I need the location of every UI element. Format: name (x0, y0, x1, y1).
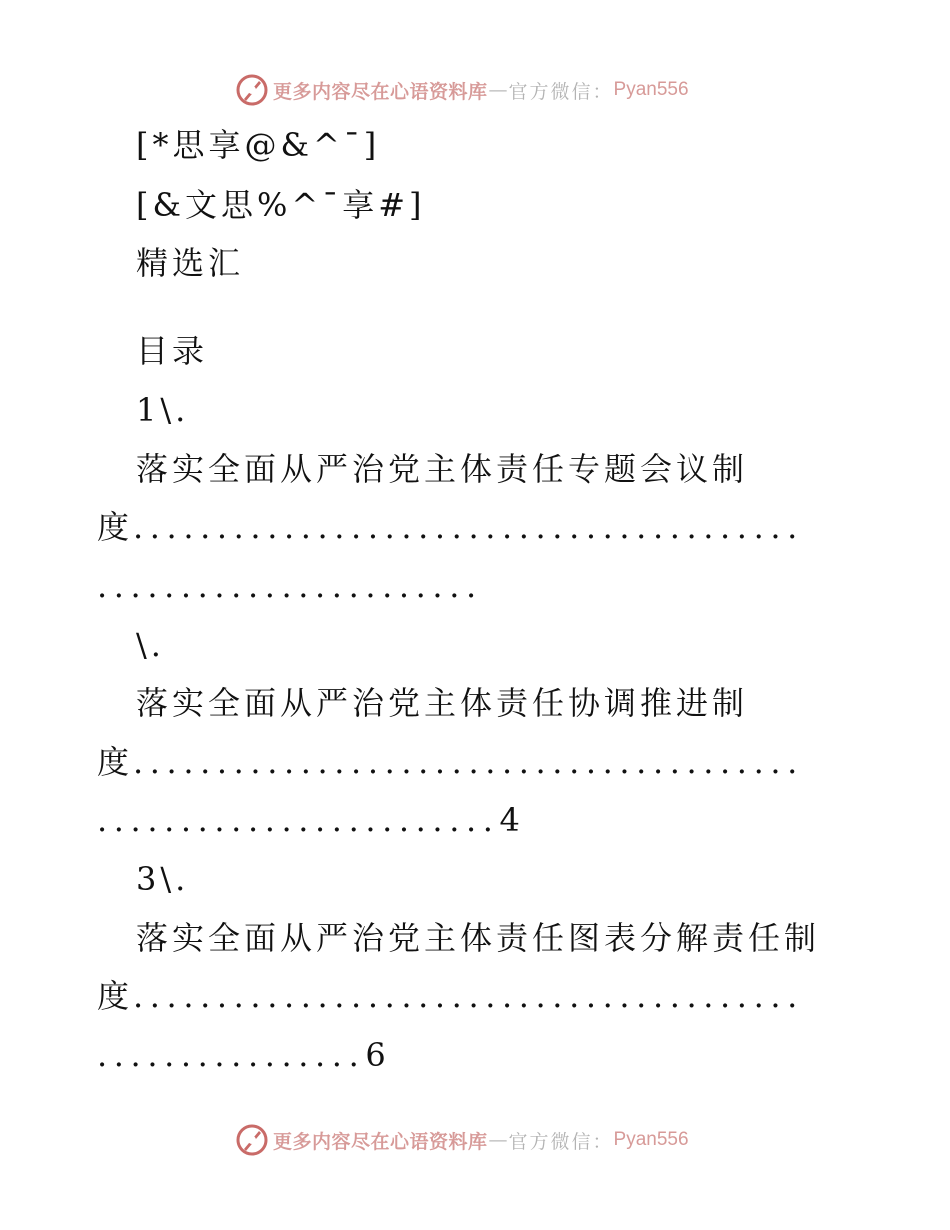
banner-wechat-label: 官方微信： (508, 80, 614, 103)
banner-text: 更多内容尽在心语资料库 (273, 80, 488, 103)
toc-entry-number: 1\. (136, 391, 190, 429)
toc-leader-dots: ................ (97, 1036, 366, 1074)
toc-entry-leader-line (97, 1035, 386, 1075)
toc-entry-leader-line (97, 507, 804, 547)
banner-wechat-id: Pyan556 (613, 79, 689, 100)
toc-leader-dots: ........................................ (133, 977, 804, 1015)
toc-page-number: 4 (499, 801, 520, 839)
header-code-line-2: [&文思%^¯享#] (136, 186, 426, 224)
toc-entry-leader-line (97, 566, 483, 606)
toc-entry-number: \. (136, 626, 165, 664)
banner-separator: — (488, 79, 508, 101)
header-banner (235, 70, 755, 110)
toc-entry-title[interactable]: 落实全面从严治党主体责任协调推进制 (136, 684, 749, 722)
toc-leader-dots: ........................ (97, 801, 500, 839)
banner-text: 更多内容尽在心语资料库 (273, 1130, 488, 1153)
banner-wechat-id: Pyan556 (613, 1129, 689, 1150)
toc-page-number: 6 (365, 1036, 386, 1074)
toc-entry-leader-line (97, 976, 804, 1016)
toc-leader-dots: ....................... (97, 567, 483, 605)
quill-logo-icon (235, 73, 269, 107)
quill-logo-icon (235, 1123, 269, 1157)
toc-entry-title[interactable]: 落实全面从严治党主体责任图表分解责任制 (136, 919, 821, 957)
toc-entry-leader-line (97, 800, 520, 840)
toc-leader-dots: ........................................ (133, 508, 804, 546)
banner-separator: — (488, 1129, 508, 1151)
toc-entry-title-tail: 度 (97, 743, 134, 781)
toc-entry-leader-line (97, 742, 804, 782)
toc-title: 目录 (136, 332, 209, 370)
header-collection-label: 精选汇 (136, 244, 245, 282)
footer-banner (235, 1120, 755, 1160)
toc-entry-title-tail: 度 (97, 977, 134, 1015)
toc-leader-dots: ........................................ (133, 743, 804, 781)
banner-wechat-label: 官方微信： (508, 1130, 614, 1153)
toc-entry-title-tail: 度 (97, 508, 134, 546)
toc-entry-number: 3\. (136, 860, 190, 898)
header-code-line-1: [*思享@&^¯] (136, 126, 381, 164)
toc-entry-title[interactable]: 落实全面从严治党主体责任专题会议制 (136, 450, 749, 488)
